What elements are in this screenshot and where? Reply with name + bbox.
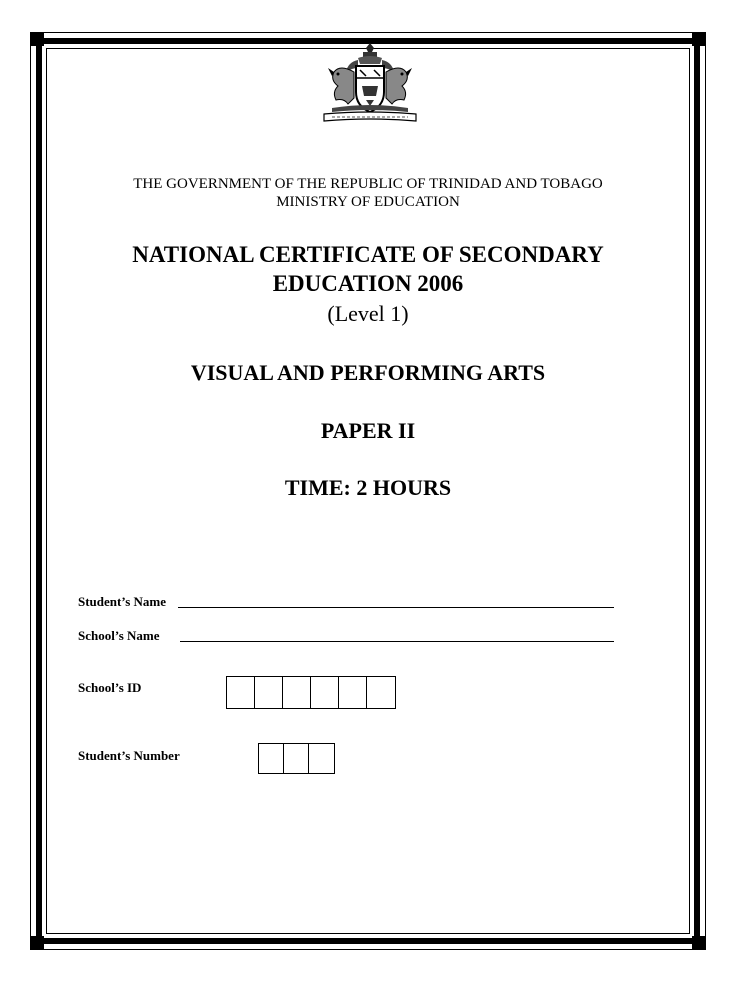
border-corner-bottom-left — [30, 936, 44, 950]
exam-title-line-1: NATIONAL CERTIFICATE OF SECONDARY — [132, 242, 604, 267]
school-name-label: School’s Name — [78, 628, 160, 643]
border-corner-top-right — [692, 32, 706, 46]
school-id-box[interactable] — [311, 677, 339, 708]
school-name-line[interactable] — [180, 641, 614, 642]
school-id-box[interactable] — [339, 677, 367, 708]
student-number-boxes — [258, 743, 335, 774]
border-corner-top-left — [30, 32, 44, 46]
exam-title-line-2: EDUCATION 2006 — [272, 271, 464, 296]
school-id-box[interactable] — [227, 677, 255, 708]
school-id-label: School’s ID — [78, 680, 142, 695]
government-name: THE GOVERNMENT OF THE REPUBLIC OF TRINIDAD AND TOBAGO — [133, 176, 603, 192]
government-heading — [46, 175, 690, 211]
school-id-box[interactable] — [367, 677, 395, 708]
student-number-box[interactable] — [259, 744, 284, 773]
ministry-name: MINISTRY OF EDUCATION — [276, 194, 460, 210]
border-corner-bottom-right — [692, 936, 706, 950]
exam-title — [46, 240, 690, 298]
school-id-box[interactable] — [283, 677, 311, 708]
exam-subject: VISUAL AND PERFORMING ARTS — [190, 360, 546, 385]
school-id-boxes — [226, 676, 396, 709]
exam-paper: PAPER II — [320, 418, 416, 443]
student-name-line[interactable] — [178, 607, 614, 608]
coat-of-arms-icon — [318, 42, 422, 124]
exam-level: (Level 1) — [327, 301, 409, 326]
student-number-box[interactable] — [309, 744, 334, 773]
exam-time: TIME: 2 HOURS — [284, 475, 452, 500]
student-name-label: Student’s Name — [78, 594, 166, 609]
school-id-box[interactable] — [255, 677, 283, 708]
student-number-label: Student’s Number — [78, 748, 180, 763]
student-number-box[interactable] — [284, 744, 309, 773]
